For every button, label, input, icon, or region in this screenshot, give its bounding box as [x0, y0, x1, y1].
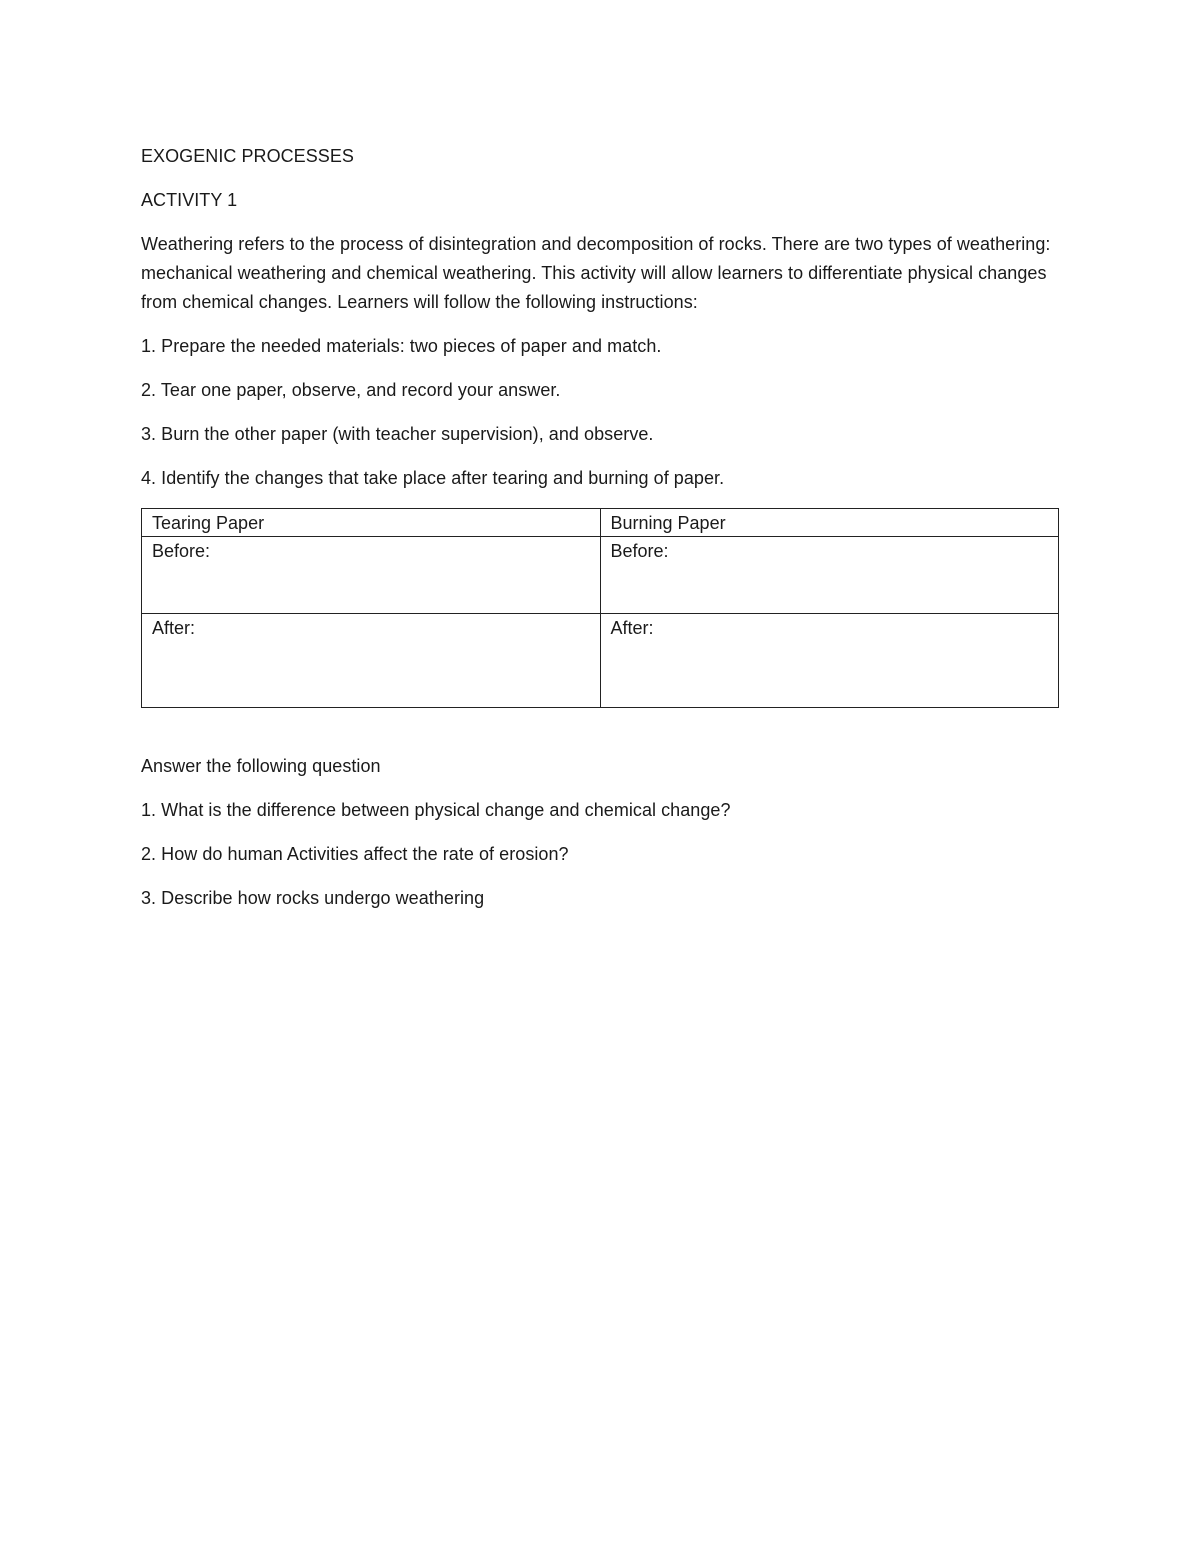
table-row-after [142, 614, 1059, 708]
questions-heading: Answer the following question [141, 756, 381, 776]
tearing-after-cell[interactable]: After: [142, 614, 601, 708]
questions-section [141, 752, 1059, 913]
table-row-before [142, 537, 1059, 614]
instruction-item: 3. Burn the other paper (with teacher supervision), and observe. [141, 424, 654, 444]
observation-table [141, 508, 1059, 708]
burning-before-cell[interactable]: Before: [600, 537, 1059, 614]
question-item: 3. Describe how rocks undergo weathering [141, 888, 485, 908]
tearing-before-cell[interactable]: Before: [142, 537, 601, 614]
instruction-item: 1. Prepare the needed materials: two pieces of paper and match. [141, 336, 662, 356]
document-title: EXOGENIC PROCESSES [141, 146, 354, 166]
intro-paragraph: Weathering refers to the process of disintegration and decomposition of rocks. There are two types of weathering: mechanical weathering and chemical weathering. This activity will allow learners to differentiate physical changes from chemical changes. Learners will follow the following instructions: [141, 234, 1051, 312]
header-burning-paper: Burning Paper [600, 509, 1059, 537]
instruction-item: 4. Identify the changes that take place after tearing and burning of paper. [141, 468, 725, 488]
document-page [141, 142, 1059, 928]
table-header-row [142, 509, 1059, 537]
question-item: 2. How do human Activities affect the rate of erosion? [141, 844, 569, 864]
burning-after-cell[interactable]: After: [600, 614, 1059, 708]
instruction-item: 2. Tear one paper, observe, and record your answer. [141, 380, 561, 400]
header-tearing-paper: Tearing Paper [142, 509, 601, 537]
activity-heading: ACTIVITY 1 [141, 190, 238, 210]
question-item: 1. What is the difference between physical change and chemical change? [141, 800, 731, 820]
